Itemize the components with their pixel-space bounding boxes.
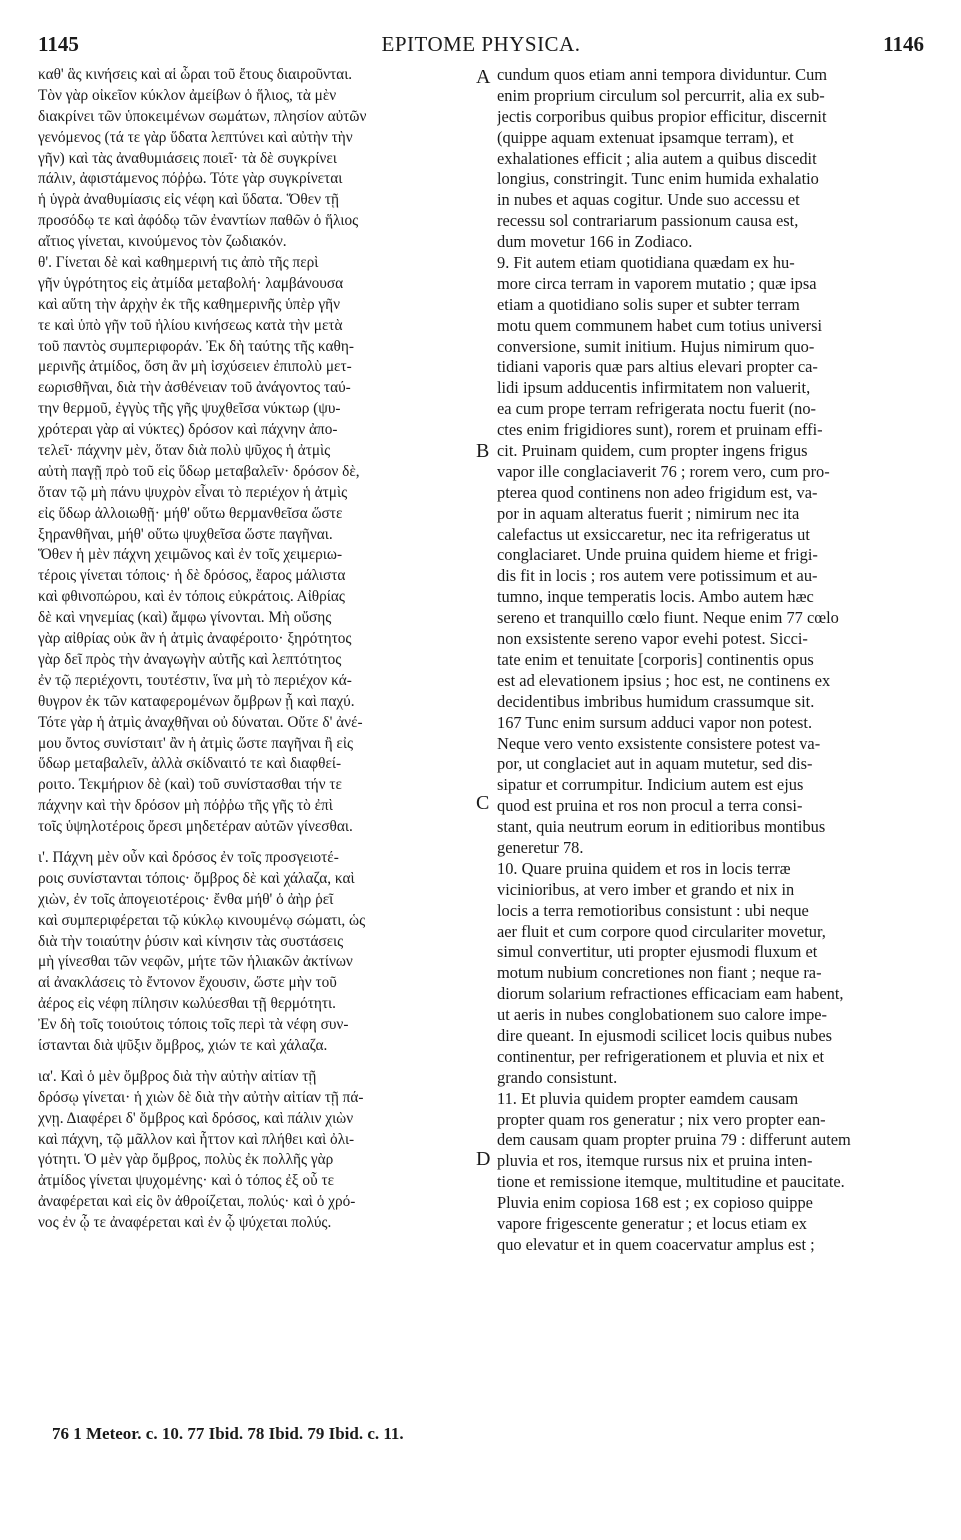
margin-marker-c: C <box>476 792 490 814</box>
text-line: μου ὄντος συνίσταιτ' ἂν ἡ ἀτμὶς ὥστε παγῆναι ἢ εἰς <box>38 734 354 752</box>
text-line: καὶ πάχνη, τῷ μᾶλλον καὶ ἧττον καὶ πλήθει καὶ ὀλι- <box>38 1130 355 1148</box>
text-line: propter quam ros generatur ; nix vero propter ean- <box>497 1109 826 1129</box>
text-line: non exsistente sereno vapor evehi potest. Sicci- <box>497 629 808 649</box>
text-line: Pluvia enim copiosa 168 est ; ex copioso quippe <box>497 1193 813 1213</box>
text-line: dum movetur 166 in Zodiaco. <box>497 232 693 252</box>
text-line: conversione, sumit initium. Hujus nimirum quo- <box>497 336 815 356</box>
text-line: Ὅθεν ἡ μὲν πάχνη χειμῶνος καὶ ἐν τοῖς χειμεριω- <box>38 546 343 564</box>
text-line: vapore frigescente generatur ; et locus etiam ex <box>497 1213 807 1233</box>
text-line: pluvia et ros, itemque rursus nix et pruina inten- <box>497 1151 813 1171</box>
text-line: καὶ φθινοπώρου, καὶ ἐν τόποις εὐκράτοις. Αἰθρίας <box>38 588 345 606</box>
text-line: ια'. Καὶ ὁ μὲν ὄμβρος διὰ τὴν αὐτὴν αἰτίαν τῇ <box>38 1067 317 1085</box>
text-line: αἱ ἀνακλάσεις τὸ ἔντονον ἔχουσιν, ὥστε μὴν τοῦ <box>38 974 337 992</box>
text-line: cit. Pruinam quidem, cum propter ingens frigus <box>497 441 808 461</box>
text-line: Τότε γὰρ ἡ ἀτμὶς ἀναχθῆναι οὐ δύναται. Οὔτε δ' ἀνέ- <box>38 713 363 731</box>
text-line: exhalationes efficit ; alia autem a quibus discedit <box>497 148 817 168</box>
text-line: conglaciaret. Unde pruina quidem hieme et frigi- <box>497 545 818 565</box>
text-line: χνῃ. Διαφέρει δ' ὄμβρος καὶ δρόσος, καὶ πάλιν χιὼν <box>38 1109 354 1127</box>
text-line: πάλιν, ἀφιστάμενος πόῤῥω. Τότε γὰρ συγκρίνεται <box>38 170 343 188</box>
text-line: ut aeris in nubes conglobationem suo calore impe- <box>497 1005 827 1025</box>
text-line: lidi ipsum adducentis infirmitatem non valuerit, <box>497 378 811 398</box>
text-line: sereno et tranquillo cœlo fiunt. Neque enim 77 cœlo <box>497 608 839 628</box>
text-line: 9. Fit autem etiam quotidiana quædam ex hu- <box>497 253 795 273</box>
text-line: ροις συνίστανται τόποις· ὄμβρος δὲ καὶ χάλαζα, καὶ <box>38 869 355 887</box>
text-line: stant, quia neutrum eorum in editioribus montibus <box>497 817 826 837</box>
text-line: αὐτὴ παγῇ πρὸ τοῦ εἰς ὕδωρ μεταβαλεῖν· δρόσον δὲ, <box>38 462 360 480</box>
text-line: aer fluit et cum corpore quod circulariter movetur, <box>497 921 826 941</box>
text-line: προσόδῳ τε καὶ ἀφόδῳ τῶν ἐναντίων παθῶν ὁ ἥλιος <box>38 212 359 230</box>
paragraph-gap <box>38 838 470 848</box>
text-line: simul convertitur, uti propter ejusmodi fluxum et <box>497 942 818 962</box>
text-line: continentur, per refrigerationem et pluvia et nix et <box>497 1046 825 1066</box>
text-line: ctes enim frigidiores sunt), rorem et pruinam effi- <box>497 420 823 440</box>
text-line: diorum solarium refractiones efficaciam eam habent, <box>497 984 844 1004</box>
text-line: ἀτμίδος γίνεται ψυχομένης· καὶ ὁ τόπος ἐξ οὗ τε <box>38 1172 335 1190</box>
text-line: vicinioribus, at vero imber et grando et nix in <box>497 879 795 899</box>
text-line: Τὸν γὰρ οἰκεῖον κύκλον ἀμείβων ὁ ἥλιος, τὰ μὲν <box>38 86 337 104</box>
text-line: 11. Et pluvia quidem propter eamdem causam <box>497 1088 799 1108</box>
text-line: por in aquam alteratus fuerit ; nimirum nec ita <box>497 503 800 523</box>
greek-text-column <box>38 65 470 1234</box>
text-line: enim proprium circulum sol percurrit, alia ex sub- <box>497 85 825 105</box>
text-line: αἴτιος γίνεται, κινούμενος τὸν ζωδιακόν. <box>38 233 287 251</box>
text-line: καὶ αὕτη τὴν ἀρχὴν ἐκ τῆς καθημερινῆς ὑπὲρ γῆν <box>38 295 341 313</box>
right-page-number: 1146 <box>883 32 924 56</box>
text-line: ἀναφέρεται καὶ εἰς ὃν ἀθροίζεται, πολύς· καὶ ὁ χρό- <box>38 1193 356 1211</box>
text-line: τοῖς ὑψηλοτέροις ὄρεσι μηδετέραν αὐτῶν γίνεσθαι. <box>38 818 353 836</box>
text-line: χρότεραι γὰρ αἱ νύκτες) δρόσον καὶ πάχνην ἀπο- <box>38 421 338 439</box>
text-line: διακρίνει τῶν ὑποκειμένων σωμάτων, πλησίον αὐτῶν <box>38 107 367 125</box>
text-line: more circa terram in vaporem mutatio ; quæ ipsa <box>497 273 817 293</box>
text-line: ὕδωρ μεταβαλεῖν, ἀλλὰ σκίδναιτό τε καὶ διαφθεί- <box>38 755 342 773</box>
text-line: sipatur et corrumpitur. Indicium autem est ejus <box>497 775 804 795</box>
text-line: (quippe aquam extenuat ipsamque terram), et <box>497 127 794 147</box>
text-line: γὰρ δεῖ πρὸς τὴν ἀναγωγὴν αὐτῆς καὶ λεπτότητος <box>38 650 342 668</box>
text-line: γότητι. Ὁ μὲν γὰρ ὄμβρος, πολὺς ἐκ πολλῆς γὰρ <box>38 1151 334 1169</box>
text-line: θυγρον ἐκ τῶν καταφερομένων ὄμβρων ᾖ καὶ παχύ. <box>38 692 355 710</box>
text-line: μὴ γίνεσθαι τῶν νεφῶν, μήτε τῶν ἡλιακῶν ἀκτίνων <box>38 953 353 971</box>
text-line: τέροις γίνεται τόποις· ἡ δὲ δρόσος, ἔαρος μάλιστα <box>38 567 346 585</box>
text-line: εωρισθῆναι, διὰ τὴν ἀσθένειαν τοῦ ἀνάγοντος ταύ- <box>38 379 351 397</box>
margin-marker-d: D <box>476 1148 491 1170</box>
left-page-number: 1145 <box>38 32 79 56</box>
text-line: ὅταν τῷ μὴ πάνυ ψυχρὸν εἶναι τὸ περιέχον ἡ ἀτμὶς <box>38 483 348 501</box>
text-line: recessu sol contrariarum passionum causa est, <box>497 211 799 231</box>
text-line: in nubes et aquas cogitur. Unde suo accessu et <box>497 190 800 210</box>
text-line: καθ' ἃς κινήσεις καὶ αἱ ὧραι τοῦ ἔτους διαιροῦνται. <box>38 66 353 83</box>
page-header <box>38 32 924 58</box>
text-line: πάχνην καὶ τὴν δρόσον μὴ πόῤῥω τῆς γῆς τὸ ἐπὶ <box>38 797 333 815</box>
text-line: etiam a quotidiano solis super et subter terram <box>497 294 800 314</box>
text-line: γὰρ αἰθρίας οὐκ ἂν ἡ ἀτμὶς ἀναφέροιτο· ξηρότητος <box>38 630 352 648</box>
text-line: decidentibus imbribus humidum crassumque sit. <box>497 691 815 711</box>
text-line: ea cum prope terram refrigerata noctu fuerit (no- <box>497 399 816 419</box>
text-line: motum nubium concretiones non fiant ; neque ra- <box>497 963 822 983</box>
text-line: est ad elevationem ipsius ; hoc est, ne continens ex <box>497 670 831 690</box>
text-line: dis fit in locis ; ros autem vere potissimum et au- <box>497 566 818 586</box>
text-line: tumno, inque temperatis locis. Ambo autem hæc <box>497 587 814 607</box>
text-line: vapor ille conglaciaverit 76 ; rorem vero, cum pro- <box>497 461 830 481</box>
paragraph-gap <box>38 1057 470 1067</box>
text-line: δρόσῳ γίνεται· ἡ χιὼν δὲ διὰ τὴν αὐτὴν αἰτίαν τῇ πά- <box>38 1088 364 1106</box>
text-line: γενόμενος (τά τε γὰρ ὕδατα λεπτύνει καὶ αὐτὴν τὴν <box>38 128 353 146</box>
text-line: quod est pruina et ros non procul a terra consi- <box>497 796 803 816</box>
running-title: EPITOME PHYSICA. <box>381 32 581 56</box>
text-line: ἀέρος εἰς νέφη πίλησιν κωλύεσθαι τῇ θερμότητι. <box>38 995 336 1013</box>
text-line: tidiani vaporis quæ pars altius elevari propter ca- <box>497 357 818 377</box>
text-line: jectis corporibus quibus propior efficitur, discernit <box>497 106 827 126</box>
text-line: Ἐν δὴ τοῖς τοιούτοις τόποις τοῖς περὶ τὰ νέφη συν- <box>38 1016 349 1034</box>
text-line: μερινῆς ἀτμίδος, ὅση ἂν μὴ ἰσχύσειεν ἐπιπολὺ μετ- <box>38 358 352 376</box>
margin-marker-a: A <box>476 66 491 88</box>
text-line: καὶ συμπεριφέρεται τῷ κύκλῳ κινουμένῳ σώματι, ὡς <box>38 911 366 929</box>
text-line: ἡ ὑγρὰ ἀναθυμίασις εἰς νέφη καὶ ὕδατα. Ὅθεν τῇ <box>38 191 339 209</box>
text-line: τοῦ παντὸς συμπεριφοράν. Ἐκ δὴ ταύτης τῆς καθη- <box>38 337 354 355</box>
text-line: quo elevatur et in quem coacervatur amplus est ; <box>497 1234 815 1254</box>
text-line: dire queant. In ejusmodi scilicet locis quibus nubes <box>497 1025 833 1045</box>
text-line: τελεῖ· πάχνην μὲν, ὅταν διὰ πολὺ ψῦχος ἡ ἀτμὶς <box>38 442 331 460</box>
text-line: γῆν) καὶ τὰς ἀναθυμιάσεις ποιεῖ· τὰ δὲ συγκρίνει <box>38 149 337 167</box>
text-line: pterea quod continens non adeo frigidum est, va- <box>497 482 818 502</box>
text-line: θ'. Γίνεται δὲ καὶ καθημερινή τις ἀπὸ τῆς περὶ <box>38 254 319 272</box>
text-line: τε καὶ ὑπὸ γῆν τοῦ ἡλίου κινήσεως κατὰ τὴν μετὰ <box>38 316 343 334</box>
latin-text-column <box>497 65 925 1256</box>
text-line: grando consistunt. <box>497 1067 618 1087</box>
text-line: cundum quos etiam anni tempora dividuntur. Cum <box>497 65 828 84</box>
text-line: por, ut conglaciet aut in aquam mutetur, sed dis- <box>497 754 813 774</box>
text-line: νος ἐν ᾧ τε ἀναφέρεται καὶ ἐν ᾧ ψύχεται πολύς. <box>38 1214 332 1232</box>
footnotes: 76 1 Meteor. c. 10. 77 Ibid. 78 Ibid. 79 Ibid. c. 11. <box>52 1424 404 1443</box>
text-line: dem causam quam propter pruina 79 : differunt autem <box>497 1130 851 1150</box>
text-line: διὰ τὴν τοιαύτην ῥύσιν καὶ κίνησιν τὰς συστάσεις <box>38 932 344 950</box>
text-line: την θερμοῦ, ἐγγὺς τῆς γῆς ψυχθεῖσα νύκτωρ (ψυ- <box>38 400 341 418</box>
text-line: 167 Tunc enim sursum adduci vapor non potest. <box>497 712 813 732</box>
text-line: ἐν τῷ περιέχοντι, τουτέστιν, ἵνα μὴ τὸ περιέχον κά- <box>38 671 352 689</box>
margin-marker-b: B <box>476 440 490 462</box>
text-line: Neque vero vento exsistente consistere potest va- <box>497 733 821 753</box>
text-line: εἰς ὕδωρ ἀλλοιωθῇ· μήθ' οὕτω θερμανθεῖσα ὥστε <box>38 504 343 522</box>
text-line: ροιτο. Τεκμήριον δὲ (καὶ) τοῦ συνίστασθαι τήν τε <box>38 776 342 794</box>
text-line: χιὼν, ἐν τοῖς ἀπογειοτέροις· ἔνθα μήθ' ὁ ἀὴρ ῥεῖ <box>38 890 334 908</box>
text-line: generetur 78. <box>497 837 584 857</box>
text-line: ι'. Πάχνη μὲν οὖν καὶ δρόσος ἐν τοῖς προσγειοτέ- <box>38 848 339 866</box>
text-line: 10. Quare pruina quidem et ros in locis terræ <box>497 858 791 878</box>
text-line: γῆν ὑγρότητος εἰς ἀτμίδα μεταβολή· λαμβάνουσα <box>38 274 344 292</box>
text-line: locis a terra remotioribus consistunt : ubi neque <box>497 900 809 920</box>
text-line: ίστανται διὰ ψῦξιν ὄμβρος, χιών τε καὶ χάλαζα. <box>38 1036 328 1054</box>
text-line: δὲ καὶ νηνεμίας (καὶ) ἄμφω γίνονται. Μὴ οὔσης <box>38 609 332 627</box>
text-line: longius, constringit. Tunc enim humida exhalatio <box>497 169 819 189</box>
text-line: ξηρανθῆναι, μήθ' οὕτω ψυχθεῖσα ὥστε παγῆναι. <box>38 525 333 543</box>
text-line: calefactus ut exsiccaretur, nec ita refrigeratus ut <box>497 524 810 544</box>
text-line: motu quem communem habet cum totius universi <box>497 315 823 335</box>
text-line: tate enim et tenuitate [corporis] continentis opus <box>497 649 814 669</box>
text-line: tione et remissione itemque, multitudine et paucitate. <box>497 1172 845 1192</box>
